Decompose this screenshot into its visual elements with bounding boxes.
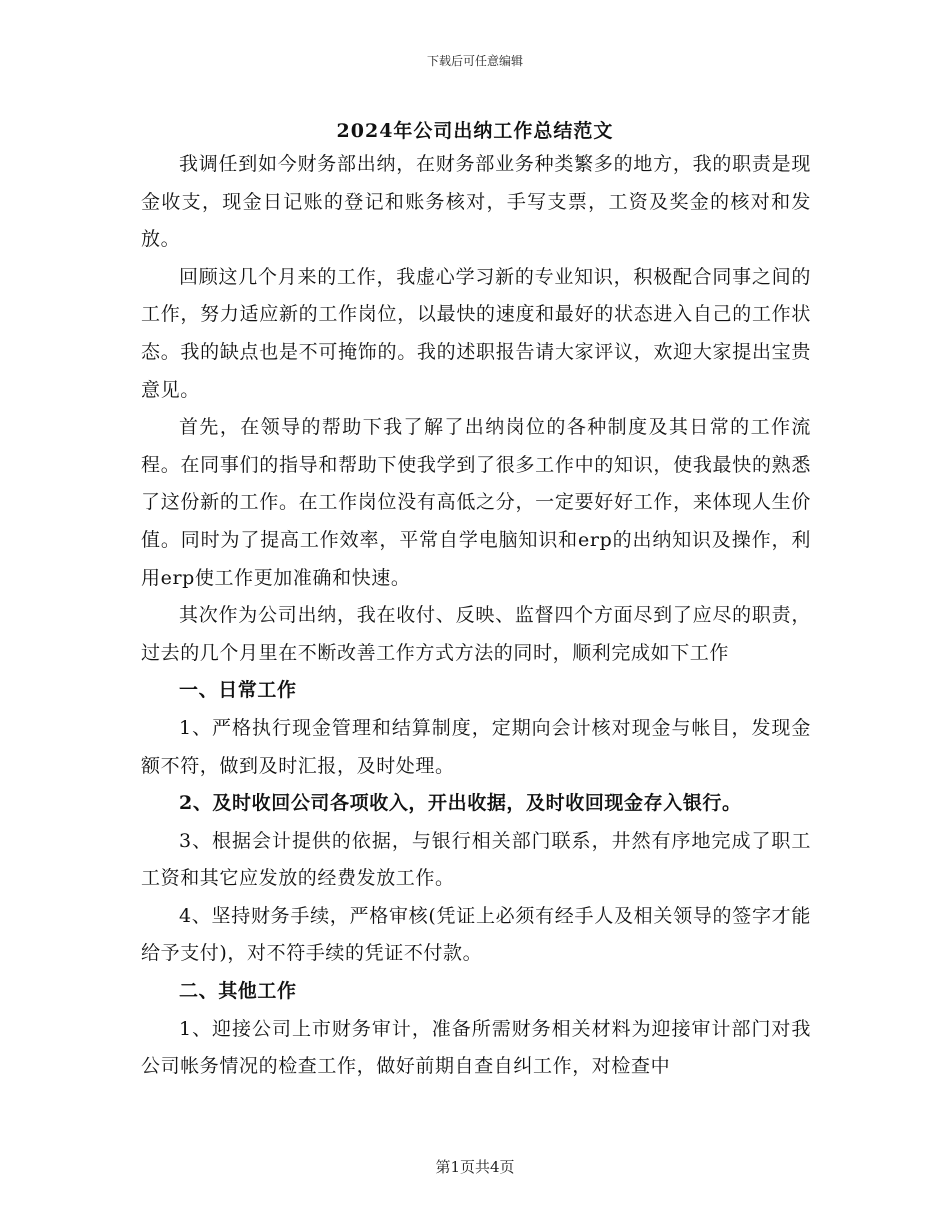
document-body [141,146,811,1086]
paragraph: 1、严格执行现金管理和结算制度，定期向会计核对现金与帐目，发现金额不符，做到及时汇报，及时处理。 [141,716,811,777]
paragraph: 4、坚持财务手续，严格审核(凭证上必须有经手人及相关领导的签字才能给予支付)，对不符手续的凭证不付款。 [141,904,811,965]
page-number: 第1页共4页 [435,1158,515,1176]
paragraph: 2、及时收回公司各项收入，开出收据，及时收回现金存入银行。 [179,792,742,815]
section-heading: 二、其他工作 [179,980,297,1003]
paragraph: 1、迎接公司上市财务审计，准备所需财务相关材料为迎接审计部门对我公司帐务情况的检查工作，做好前期自查自纠工作，对检查中 [141,1017,811,1078]
section-heading: 一、日常工作 [179,679,297,702]
paragraph: 回顾这几个月来的工作，我虚心学习新的专业知识，积极配合同事之间的工作，努力适应新的工作岗位，以最快的速度和最好的状态进入自己的工作状态。我的缺点也是不可掩饰的。我的述职报告请大家评议，欢迎大家提出宝贵意见。 [141,265,811,401]
paragraph: 3、根据会计提供的依据，与银行相关部门联系，井然有序地完成了职工工资和其它应发放的经费发放工作。 [141,829,811,890]
document-title: 2024年公司出纳工作总结范文 [336,120,614,142]
page-header-note: 下载后可任意编辑 [426,54,523,68]
paragraph: 我调任到如今财务部出纳，在财务部业务种类繁多的地方，我的职责是现金收支，现金日记账的登记和账务核对，手写支票，工资及奖金的核对和发放。 [141,153,811,251]
paragraph: 其次作为公司出纳，我在收付、反映、监督四个方面尽到了应尽的职责，过去的几个月里在不断改善工作方式方法的同时，顺利完成如下工作 [141,604,811,664]
paragraph: 首先，在领导的帮助下我了解了出纳岗位的各种制度及其日常的工作流程。在同事们的指导和帮助下使我学到了很多工作中的知识，使我最快的熟悉了这份新的工作。在工作岗位没有高低之分，一定要好好工作，来体现人生价值。同时为了提高工作效率，平常自学电脑知识和erp的出纳知识及操作，利用erp使工作更加准确和快速。 [141,416,811,589]
